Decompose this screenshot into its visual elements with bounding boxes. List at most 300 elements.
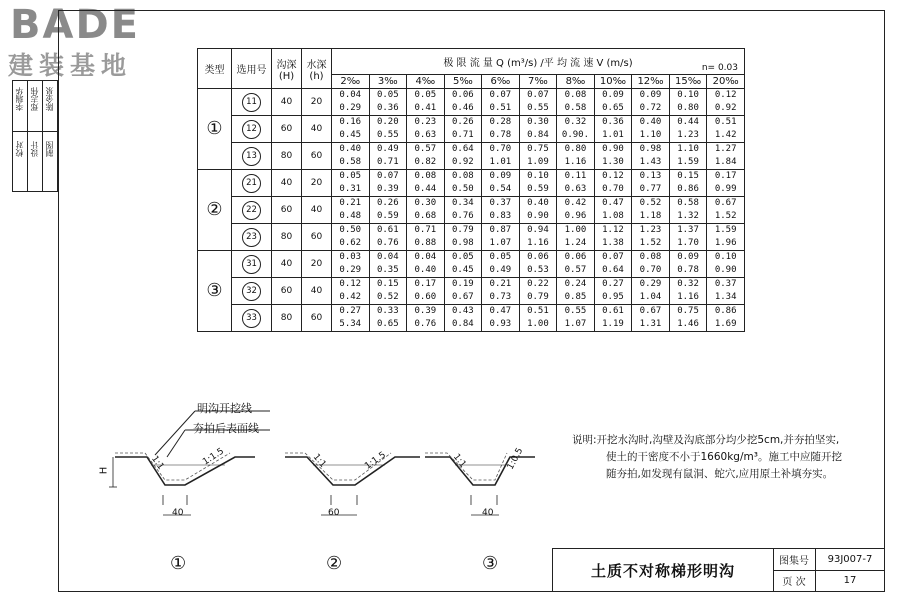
flow-value: 0.07 [489,90,512,100]
velocity-value: 0.46 [452,103,474,113]
velocity-value: 1.10 [639,130,662,140]
flow-value: 0.37 [489,198,512,208]
flow-value: 0.34 [452,198,474,208]
flow-value: 0.11 [564,171,587,181]
velocity-value: 0.99 [714,184,737,194]
velocity-value: 1.34 [714,292,737,302]
flow-velocity-cell [482,224,520,251]
flow-value: 0.19 [452,279,474,289]
velocity-value: 0.90. [561,130,589,140]
velocity-value: 0.35 [376,265,399,275]
label-surface-line: 夯拍后表面线 [193,422,259,435]
flow-value: 0.17 [414,279,437,289]
flow-velocity-cell [444,116,482,143]
flow-value: 0.06 [452,90,474,100]
velocity-value: 0.86 [677,184,699,194]
select-number-cell: 13 [232,143,272,170]
flow-velocity-cell [369,278,407,305]
velocity-value: 0.52 [376,292,399,302]
flow-velocity-cell [594,143,632,170]
flow-velocity-cell [669,116,707,143]
flow-value: 0.24 [564,279,587,289]
flow-value: 0.13 [639,171,662,181]
velocity-value: 0.45 [452,265,474,275]
flow-value: 0.07 [602,252,624,262]
slope-header: 4‰ [407,75,445,89]
velocity-value: 0.51 [489,103,512,113]
flow-velocity-cell [594,89,632,116]
water-depth-cell: 40 [302,197,332,224]
flow-velocity-cell [332,197,370,224]
flow-velocity-cell [594,170,632,197]
select-number-cell: 32 [232,278,272,305]
flow-value: 0.36 [602,117,624,127]
flow-velocity-cell [332,305,370,332]
velocity-value: 0.83 [489,211,512,221]
flow-value: 0.49 [376,144,399,154]
flow-velocity-cell [482,143,520,170]
velocity-value: 1.07 [564,319,587,329]
figure-number-3: ③ [482,553,499,574]
velocity-value: 0.76 [452,211,474,221]
velocity-value: 1.04 [639,292,662,302]
flow-velocity-cell [632,89,670,116]
flow-value: 0.10 [527,171,549,181]
flow-value: 0.52 [639,198,662,208]
flow-value: 0.04 [414,252,437,262]
table-row [198,197,745,224]
flow-velocity-cell [669,143,707,170]
flow-value: 1.27 [714,144,737,154]
flow-value: 0.75 [677,306,699,316]
table-row [198,305,745,332]
roughness-n: n= 0.03 [701,63,738,73]
velocity-value: 0.31 [339,184,362,194]
velocity-value: 0.60 [414,292,437,302]
flow-velocity-cell [632,251,670,278]
flow-value: 0.86 [714,306,737,316]
flow-value: 0.79 [452,225,474,235]
velocity-value: 0.77 [639,184,662,194]
velocity-value: 0.65 [602,103,624,113]
label-H: H [98,466,110,475]
velocity-value: 0.59 [376,211,399,221]
flow-value: 0.10 [677,90,699,100]
velocity-value: 1.84 [714,157,737,167]
slope-header: 12‰ [632,75,670,89]
velocity-value: 1.69 [714,319,737,329]
velocity-value: 0.70 [639,265,662,275]
flow-value: 0.47 [602,198,624,208]
header-depth: 沟深 (H) [272,49,302,89]
note-line-2: 使土的干密度不小于1660kg/m³。施工中应随开挖 [606,451,842,463]
flow-velocity-cell [557,251,595,278]
flow-velocity-cell [407,197,445,224]
flow-velocity-cell [632,305,670,332]
flow-value: 0.15 [376,279,399,289]
velocity-value: 0.72 [639,103,662,113]
flow-value: 0.50 [339,225,362,235]
water-depth-cell: 20 [302,170,332,197]
select-number-cell: 23 [232,224,272,251]
flow-value: 0.17 [714,171,737,181]
flow-value: 0.08 [564,90,587,100]
select-number-cell: 11 [232,89,272,116]
flow-value: 0.58 [677,198,699,208]
flow-value: 0.70 [489,144,512,154]
slope-header: 8‰ [557,75,595,89]
velocity-value: 0.92 [714,103,737,113]
flow-velocity-cell [594,197,632,224]
flow-velocity-cell [707,170,745,197]
flow-value: 0.94 [527,225,549,235]
velocity-value: 0.57 [564,265,587,275]
flow-velocity-cell [632,224,670,251]
flow-velocity-cell [444,89,482,116]
flow-value: 0.20 [376,117,399,127]
flow-value: 0.67 [714,198,737,208]
velocity-value: 0.36 [376,103,399,113]
flow-velocity-cell [332,143,370,170]
cross-section-figures [95,395,555,575]
flow-velocity-cell [332,170,370,197]
flow-value: 0.07 [527,90,549,100]
flow-value: 0.07 [376,171,399,181]
depth-cell: 80 [272,224,302,251]
flow-value: 0.80 [564,144,587,154]
velocity-value: 0.92 [452,157,474,167]
flow-velocity-cell [519,170,557,197]
velocity-value: 0.73 [489,292,512,302]
flow-velocity-cell [444,251,482,278]
flow-value: 0.61 [376,225,399,235]
flow-value: 1.12 [602,225,624,235]
flow-value: 0.55 [564,306,587,316]
flow-velocity-cell [669,224,707,251]
velocity-value: 0.71 [452,130,474,140]
flow-value: 0.08 [639,252,662,262]
flow-velocity-cell [594,278,632,305]
flow-value: 0.51 [714,117,737,127]
velocity-value: 0.58 [564,103,587,113]
notes [572,432,872,483]
flow-value: 0.06 [564,252,587,262]
depth-cell: 80 [272,305,302,332]
flow-velocity-cell [669,251,707,278]
velocity-value: 1.52 [714,211,737,221]
flow-velocity-cell [332,116,370,143]
flow-velocity-cell [632,116,670,143]
flow-value: 0.08 [414,171,437,181]
flow-value: 0.03 [339,252,362,262]
dim-1: 40 [172,508,184,518]
flow-velocity-cell [594,116,632,143]
flow-value: 0.16 [339,117,362,127]
slope-label-1b: 1:1 [148,454,166,472]
water-depth-cell: 60 [302,143,332,170]
flow-velocity-cell [369,305,407,332]
flow-velocity-cell [519,224,557,251]
flow-velocity-cell [707,278,745,305]
water-depth-cell: 40 [302,116,332,143]
flow-value: 0.29 [639,279,662,289]
flow-value: 0.21 [489,279,512,289]
flow-value: 0.08 [452,171,474,181]
flow-velocity-cell [707,89,745,116]
flow-value: 0.37 [714,279,737,289]
flow-value: 0.05 [452,252,474,262]
flow-velocity-cell [519,89,557,116]
flow-velocity-cell [632,278,670,305]
velocity-value: 0.90 [714,265,737,275]
velocity-value: 0.85 [564,292,587,302]
flow-value: 0.75 [527,144,549,154]
flow-velocity-cell [519,143,557,170]
flow-value: 0.61 [602,306,624,316]
flow-value: 0.44 [677,117,699,127]
flow-velocity-cell [557,278,595,305]
flow-velocity-cell [482,89,520,116]
flow-value: 0.64 [452,144,474,154]
flow-velocity-cell [482,170,520,197]
velocity-value: 0.76 [376,238,399,248]
signature-sidebar [12,80,58,192]
velocity-value: 1.32 [677,211,699,221]
velocity-value: 0.80 [677,103,699,113]
flow-velocity-cell [407,143,445,170]
flow-velocity-cell [444,305,482,332]
flow-velocity-cell [519,197,557,224]
label-excavation-line: 明沟开挖线 [197,402,252,415]
flow-velocity-cell [707,116,745,143]
velocity-value: 1.23 [677,130,699,140]
dim-2: 60 [328,508,340,518]
select-number-cell: 22 [232,197,272,224]
flow-velocity-cell [632,197,670,224]
signature-left-1: 校对 [15,141,24,157]
table-row [198,170,745,197]
flow-velocity-cell [707,197,745,224]
velocity-value: 0.48 [339,211,362,221]
velocity-value: 1.01 [489,157,512,167]
flow-velocity-cell [444,278,482,305]
table-row [198,116,745,143]
velocity-value: 0.65 [376,319,399,329]
flow-velocity-cell [519,116,557,143]
flow-velocity-cell [669,89,707,116]
velocity-value: 1.16 [564,157,587,167]
flow-velocity-cell [707,251,745,278]
atlas-label: 图集号 [779,556,809,567]
signature-left-2: 设计 [30,141,39,157]
flow-velocity-cell [557,197,595,224]
flow-value: 0.15 [677,171,699,181]
flow-velocity-cell [594,251,632,278]
velocity-value: 0.29 [339,265,362,275]
velocity-value: 1.46 [677,319,699,329]
flow-value: 0.04 [339,90,362,100]
slope-header: 6‰ [482,75,520,89]
flow-value: 1.59 [714,225,737,235]
slope-label-2b: 1:1 [310,452,328,470]
flow-velocity-cell [482,305,520,332]
velocity-value: 1.31 [639,319,662,329]
flow-value: 0.40 [639,117,662,127]
velocity-value: 1.24 [564,238,587,248]
velocity-value: 0.82 [414,157,437,167]
flow-value: 0.30 [527,117,549,127]
drawing-title: 土质不对称梯形明沟 [590,561,735,580]
velocity-value: 1.43 [639,157,662,167]
velocity-value: 0.98 [452,238,474,248]
velocity-value: 0.95 [602,292,624,302]
velocity-value: 0.40 [414,265,437,275]
flow-value: 0.22 [527,279,549,289]
velocity-value: 0.84 [527,130,549,140]
flow-velocity-cell [632,170,670,197]
flow-velocity-cell [407,278,445,305]
flow-value: 0.12 [602,171,624,181]
velocity-value: 1.16 [677,292,699,302]
velocity-value: 1.42 [714,130,737,140]
velocity-value: 1.38 [602,238,624,248]
velocity-value: 0.59 [527,184,549,194]
velocity-value: 0.67 [452,292,474,302]
flow-velocity-cell [407,89,445,116]
velocity-value: 0.55 [376,130,399,140]
water-depth-cell: 60 [302,224,332,251]
velocity-value: 0.78 [677,265,699,275]
flow-value: 0.42 [564,198,587,208]
velocity-value: 0.88 [414,238,437,248]
flow-value: 0.27 [602,279,624,289]
leader-excavation [155,411,195,455]
depth-cell: 40 [272,170,302,197]
signature-top-2: 郑志伟 [30,87,39,111]
flow-value: 1.10 [677,144,699,154]
header-flow: 极 限 流 量 Q (m³/s) /平 均 流 速 V (m/s) n= 0.03 [332,49,745,75]
flow-value: 0.05 [414,90,437,100]
slope-header: 3‰ [369,75,407,89]
flow-value: 0.87 [489,225,512,235]
velocity-value: 0.79 [527,292,549,302]
flow-velocity-cell [707,224,745,251]
flow-velocity-cell [332,251,370,278]
flow-velocity-cell [369,251,407,278]
velocity-value: 1.16 [527,238,549,248]
flow-value: 0.05 [489,252,512,262]
select-number-cell: 12 [232,116,272,143]
watermark-brand: BADE [10,2,140,48]
velocity-value: 1.07 [489,238,512,248]
table-row [198,89,745,116]
velocity-value: 0.42 [339,292,362,302]
velocity-value: 0.53 [527,265,549,275]
figure-number-2: ② [326,553,343,574]
flow-velocity-cell [482,278,520,305]
flow-value: 1.23 [639,225,662,235]
velocity-value: 0.29 [339,103,362,113]
flow-velocity-cell [407,116,445,143]
flow-value: 0.12 [339,279,362,289]
flow-velocity-cell [332,278,370,305]
velocity-value: 1.30 [602,157,624,167]
flow-value: 0.23 [414,117,437,127]
depth-cell: 60 [272,116,302,143]
flow-value: 0.12 [714,90,737,100]
depth-cell: 60 [272,278,302,305]
flow-velocity-cell [519,251,557,278]
flow-velocity-cell [407,224,445,251]
flow-value: 0.98 [639,144,662,154]
type-cell: ③ [198,251,232,332]
type-cell: ① [198,89,232,170]
velocity-value: 5.34 [339,319,362,329]
signature-left-3: 制图 [45,141,54,157]
flow-velocity-cell [444,224,482,251]
dim-3: 40 [482,508,494,518]
table-row [198,278,745,305]
flow-value: 0.57 [414,144,437,154]
slope-label-3b: 1:1 [450,452,468,470]
water-depth-cell: 20 [302,251,332,278]
slope-header: 7‰ [519,75,557,89]
flow-velocity-cell [632,143,670,170]
flow-value: 0.90 [602,144,624,154]
velocity-value: 0.55 [527,103,549,113]
velocity-value: 0.45 [339,130,362,140]
flow-value: 0.04 [376,252,399,262]
flow-value: 0.09 [677,252,699,262]
velocity-value: 1.52 [639,238,662,248]
velocity-value: 0.84 [452,319,474,329]
flow-value: 0.32 [677,279,699,289]
flow-value: 0.05 [339,171,362,181]
slope-header: 2‰ [332,75,370,89]
flow-value: 0.67 [639,306,662,316]
table-row [198,251,745,278]
slope-label-3: 1:0.5 [505,446,526,472]
velocity-value: 0.58 [339,157,362,167]
slope-label-1: 1:1.5 [201,446,226,468]
flow-velocity-cell [332,89,370,116]
velocity-value: 0.76 [414,319,437,329]
flow-value: 0.40 [527,198,549,208]
flow-velocity-cell [669,278,707,305]
flow-value: 0.40 [339,144,362,154]
slope-header: 20‰ [707,75,745,89]
water-depth-cell: 40 [302,278,332,305]
flow-value: 0.05 [376,90,399,100]
flow-value: 0.09 [639,90,662,100]
flow-velocity-cell [369,116,407,143]
flow-velocity-cell [707,305,745,332]
depth-cell: 80 [272,143,302,170]
depth-cell: 40 [272,89,302,116]
velocity-value: 0.49 [489,265,512,275]
slope-header: 5‰ [444,75,482,89]
velocity-value: 0.90 [527,211,549,221]
select-number-cell: 33 [232,305,272,332]
flow-velocity-cell [519,278,557,305]
cross-section-2 [285,453,420,515]
header-type: 类型 [198,49,232,89]
depth-cell: 60 [272,197,302,224]
flow-velocity-cell [669,170,707,197]
velocity-value: 0.68 [414,211,437,221]
water-depth-cell: 20 [302,89,332,116]
flow-value: 0.28 [489,117,512,127]
